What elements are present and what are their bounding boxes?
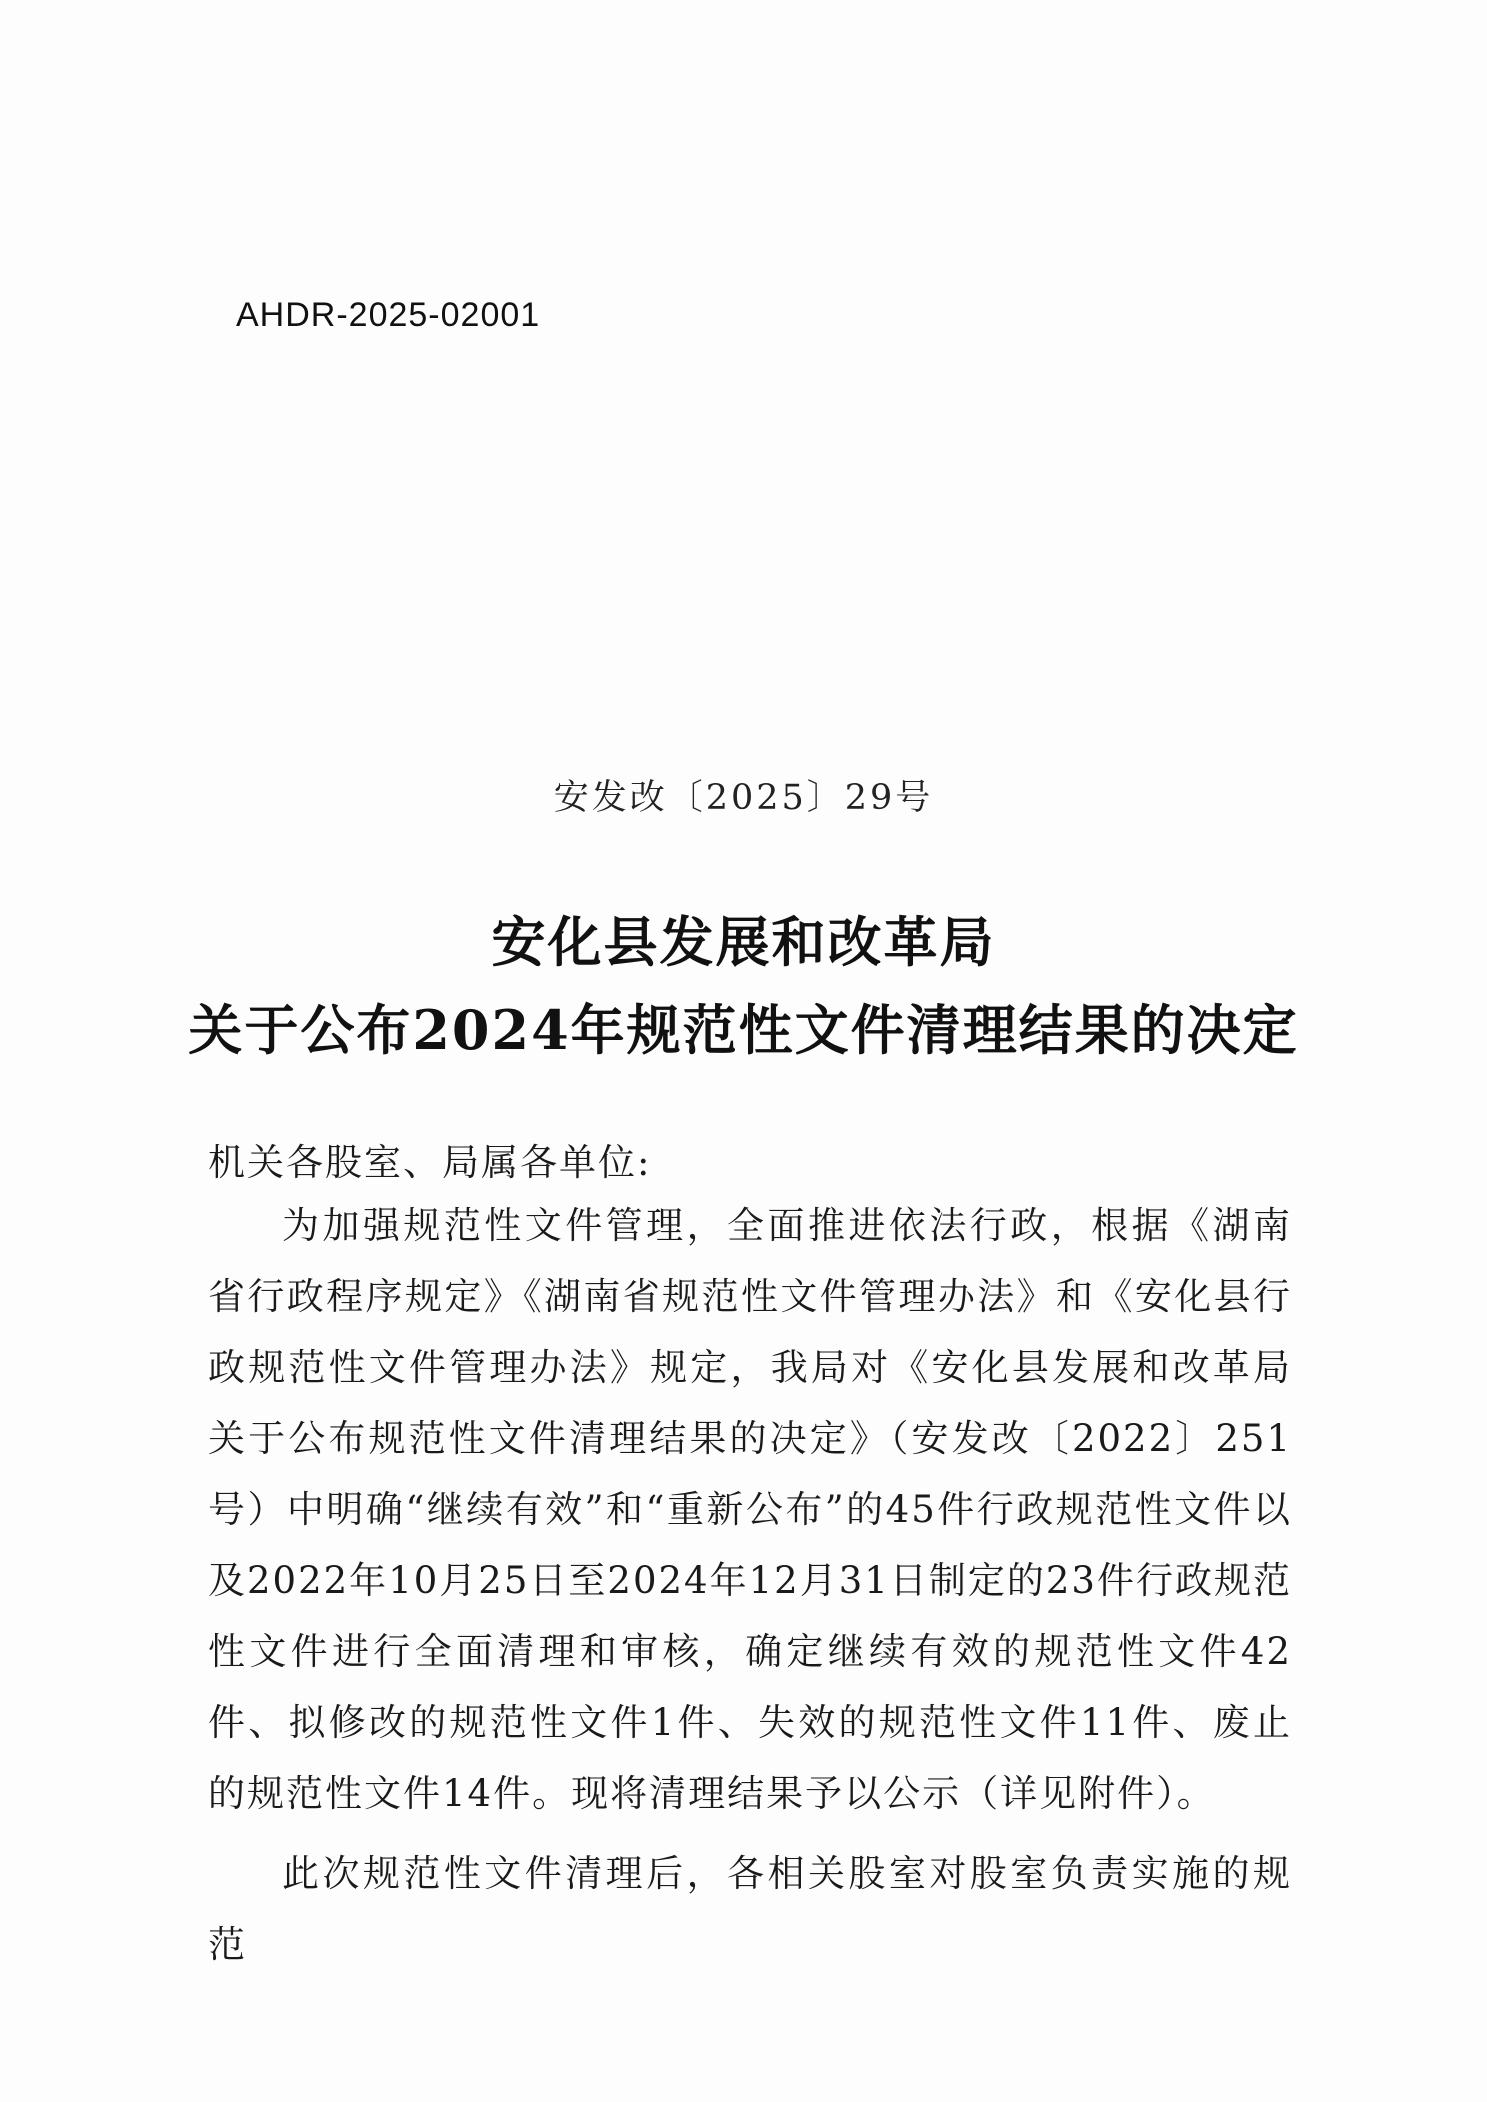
document-code: AHDR-2025-02001 — [236, 296, 541, 334]
salutation: 机关各股室、局属各单位: — [208, 1141, 652, 1184]
document-number: 安发改〔2025〕29号 — [553, 778, 934, 818]
document-title-issuer: 安化县发展和改革局 — [491, 910, 996, 974]
body-paragraph-2: 此次规范性文件清理后，各相关股室对股室负责实施的规范 — [208, 1852, 1292, 1966]
document-title-subject: 关于公布2024年规范性文件清理结果的决定 — [188, 998, 1299, 1062]
body-paragraph-1: 为加强规范性文件管理，全面推进依法行政，根据《湖南省行政程序规定》《湖南省规范性文件管理办法》和《安化县行政规范性文件管理办法》规定，我局对《安化县发展和改革局关于公布规范性文件清理结果的决定》（安发改〔2022〕251号）中明确“继续有效”和“重新公布”的45件行政规范性文件以及2022年10月25日至2024年12月31日制定的23件行政规范性文件进行全面清理和审核，确定继续有效的规范性文件42件、拟修改的规范性文件1件、失效的规范性文件11件、废止的规范性文件14件。现将清理结果予以公示（详见附件）。 — [208, 1204, 1292, 1815]
